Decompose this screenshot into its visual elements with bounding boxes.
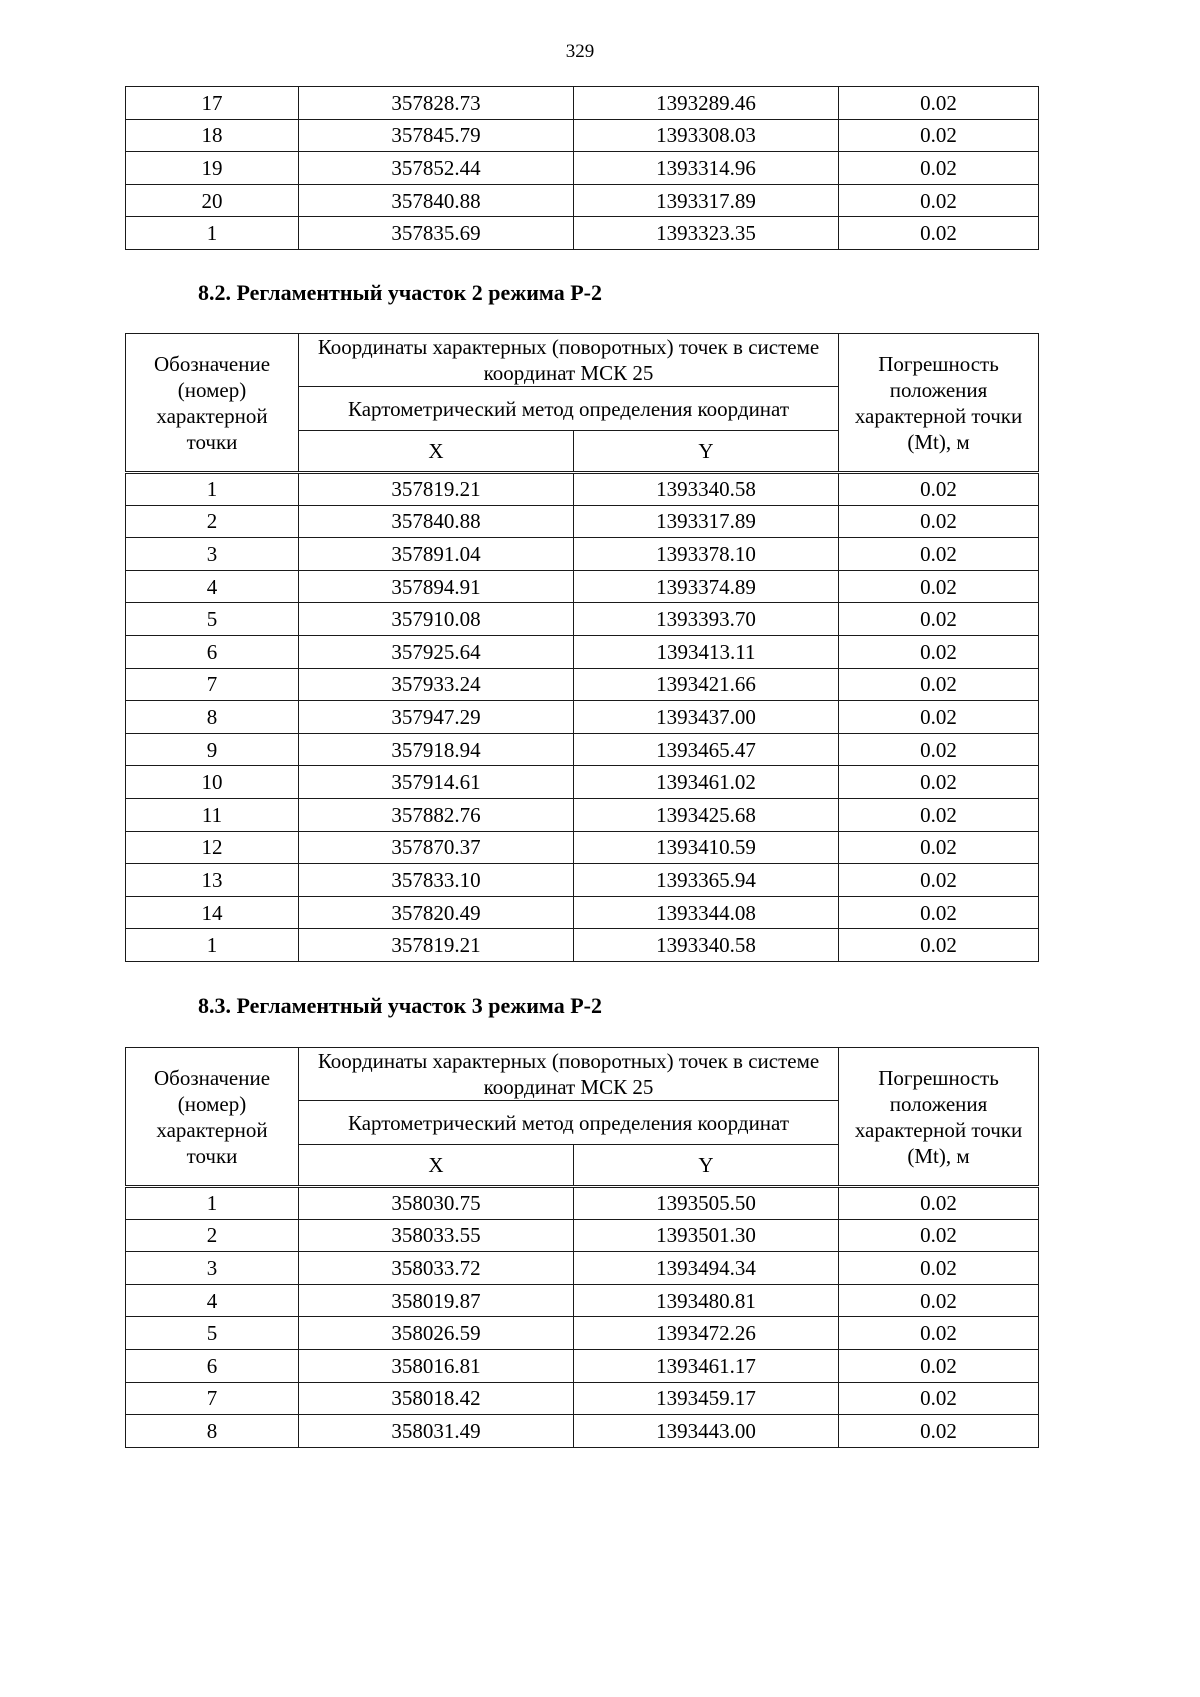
x-coordinate-cell: 357833.10 xyxy=(299,864,574,897)
point-number-cell: 6 xyxy=(126,635,299,668)
x-coordinate-cell: 357820.49 xyxy=(299,896,574,929)
error-cell: 0.02 xyxy=(839,1382,1039,1415)
table-row xyxy=(126,766,1039,799)
coordinates-table-8-3 xyxy=(125,1047,1039,1448)
y-header: Y xyxy=(574,1145,839,1187)
table-row xyxy=(126,184,1039,217)
x-coordinate-cell: 357870.37 xyxy=(299,831,574,864)
error-cell: 0.02 xyxy=(839,184,1039,217)
method-header: Картометрический метод определения координат xyxy=(299,387,839,431)
y-coordinate-cell: 1393472.26 xyxy=(574,1317,839,1350)
error-cell: 0.02 xyxy=(839,119,1039,152)
table-header xyxy=(126,1048,1039,1187)
error-cell: 0.02 xyxy=(839,798,1039,831)
error-cell: 0.02 xyxy=(839,635,1039,668)
point-number-cell: 19 xyxy=(126,152,299,185)
table-body xyxy=(126,87,1039,250)
error-cell: 0.02 xyxy=(839,864,1039,897)
method-header: Картометрический метод определения координат xyxy=(299,1101,839,1145)
x-coordinate-cell: 358031.49 xyxy=(299,1415,574,1448)
x-coordinate-cell: 357894.91 xyxy=(299,570,574,603)
y-coordinate-cell: 1393459.17 xyxy=(574,1382,839,1415)
table-row xyxy=(126,798,1039,831)
error-cell: 0.02 xyxy=(839,1349,1039,1382)
error-cell: 0.02 xyxy=(839,766,1039,799)
y-coordinate-cell: 1393314.96 xyxy=(574,152,839,185)
point-label-header: Обозначение (номер) характерной точки xyxy=(126,334,299,473)
point-number-cell: 1 xyxy=(126,1187,299,1220)
error-cell: 0.02 xyxy=(839,668,1039,701)
error-cell: 0.02 xyxy=(839,505,1039,538)
section-heading-8-3: 8.3. Регламентный участок 3 режима Р-2 xyxy=(198,993,602,1018)
error-cell: 0.02 xyxy=(839,538,1039,571)
x-coordinate-cell: 358033.55 xyxy=(299,1219,574,1252)
point-number-cell: 1 xyxy=(126,473,299,506)
error-cell: 0.02 xyxy=(839,1219,1039,1252)
y-coordinate-cell: 1393421.66 xyxy=(574,668,839,701)
x-header: X xyxy=(299,431,574,473)
y-coordinate-cell: 1393374.89 xyxy=(574,570,839,603)
table-row xyxy=(126,831,1039,864)
y-coordinate-cell: 1393378.10 xyxy=(574,538,839,571)
error-cell: 0.02 xyxy=(839,473,1039,506)
error-cell: 0.02 xyxy=(839,87,1039,120)
x-coordinate-cell: 357914.61 xyxy=(299,766,574,799)
point-number-cell: 8 xyxy=(126,701,299,734)
table-row xyxy=(126,1317,1039,1350)
x-coordinate-cell: 357891.04 xyxy=(299,538,574,571)
x-coordinate-cell: 357947.29 xyxy=(299,701,574,734)
table-row xyxy=(126,87,1039,120)
x-coordinate-cell: 357925.64 xyxy=(299,635,574,668)
error-label-header: Погрешность положения характерной точки (Mt), м xyxy=(839,1048,1039,1187)
point-number-cell: 2 xyxy=(126,1219,299,1252)
y-coordinate-cell: 1393465.47 xyxy=(574,733,839,766)
y-coordinate-cell: 1393340.58 xyxy=(574,929,839,962)
y-coordinate-cell: 1393323.35 xyxy=(574,217,839,250)
page-number: 329 xyxy=(565,41,595,62)
point-number-cell: 9 xyxy=(126,733,299,766)
point-number-cell: 6 xyxy=(126,1349,299,1382)
table-row xyxy=(126,505,1039,538)
table-row xyxy=(126,929,1039,962)
x-coordinate-cell: 358016.81 xyxy=(299,1349,574,1382)
y-coordinate-cell: 1393501.30 xyxy=(574,1219,839,1252)
x-coordinate-cell: 357819.21 xyxy=(299,473,574,506)
y-coordinate-cell: 1393461.17 xyxy=(574,1349,839,1382)
error-cell: 0.02 xyxy=(839,570,1039,603)
coordinates-table-continued xyxy=(125,86,1039,250)
point-number-cell: 17 xyxy=(126,87,299,120)
table-row xyxy=(126,1382,1039,1415)
error-cell: 0.02 xyxy=(839,152,1039,185)
table-row xyxy=(126,570,1039,603)
y-coordinate-cell: 1393410.59 xyxy=(574,831,839,864)
y-coordinate-cell: 1393308.03 xyxy=(574,119,839,152)
x-coordinate-cell: 357835.69 xyxy=(299,217,574,250)
error-cell: 0.02 xyxy=(839,733,1039,766)
x-coordinate-cell: 358019.87 xyxy=(299,1284,574,1317)
x-coordinate-cell: 357828.73 xyxy=(299,87,574,120)
point-number-cell: 11 xyxy=(126,798,299,831)
point-number-cell: 14 xyxy=(126,896,299,929)
table-header xyxy=(126,334,1039,473)
error-cell: 0.02 xyxy=(839,701,1039,734)
point-number-cell: 20 xyxy=(126,184,299,217)
point-number-cell: 3 xyxy=(126,1252,299,1285)
table-row xyxy=(126,896,1039,929)
y-coordinate-cell: 1393365.94 xyxy=(574,864,839,897)
y-coordinate-cell: 1393494.34 xyxy=(574,1252,839,1285)
point-number-cell: 2 xyxy=(126,505,299,538)
point-number-cell: 3 xyxy=(126,538,299,571)
y-coordinate-cell: 1393480.81 xyxy=(574,1284,839,1317)
error-cell: 0.02 xyxy=(839,929,1039,962)
error-cell: 0.02 xyxy=(839,1317,1039,1350)
table-row xyxy=(126,1252,1039,1285)
point-number-cell: 7 xyxy=(126,668,299,701)
x-coordinate-cell: 357845.79 xyxy=(299,119,574,152)
error-cell: 0.02 xyxy=(839,603,1039,636)
coordinates-table-8-2 xyxy=(125,333,1039,962)
x-coordinate-cell: 358026.59 xyxy=(299,1317,574,1350)
x-coordinate-cell: 357840.88 xyxy=(299,505,574,538)
table-row xyxy=(126,217,1039,250)
error-cell: 0.02 xyxy=(839,1415,1039,1448)
table-row xyxy=(126,635,1039,668)
x-coordinate-cell: 357819.21 xyxy=(299,929,574,962)
table-row xyxy=(126,864,1039,897)
table-row xyxy=(126,1349,1039,1382)
point-number-cell: 7 xyxy=(126,1382,299,1415)
table-body xyxy=(126,1187,1039,1448)
table-row xyxy=(126,119,1039,152)
x-coordinate-cell: 357918.94 xyxy=(299,733,574,766)
table-row xyxy=(126,473,1039,506)
y-coordinate-cell: 1393393.70 xyxy=(574,603,839,636)
table-row xyxy=(126,1284,1039,1317)
x-coordinate-cell: 358033.72 xyxy=(299,1252,574,1285)
point-number-cell: 1 xyxy=(126,217,299,250)
y-coordinate-cell: 1393437.00 xyxy=(574,701,839,734)
point-label-header: Обозначение (номер) характерной точки xyxy=(126,1048,299,1187)
table-body xyxy=(126,473,1039,962)
coordinates-title-header: Координаты характерных (поворотных) точек в системе координат МСК 25 xyxy=(299,1048,839,1101)
x-coordinate-cell: 357933.24 xyxy=(299,668,574,701)
y-coordinate-cell: 1393340.58 xyxy=(574,473,839,506)
x-coordinate-cell: 357882.76 xyxy=(299,798,574,831)
table-row xyxy=(126,668,1039,701)
point-number-cell: 5 xyxy=(126,603,299,636)
point-number-cell: 4 xyxy=(126,1284,299,1317)
x-coordinate-cell: 357852.44 xyxy=(299,152,574,185)
coordinates-title-header: Координаты характерных (поворотных) точек в системе координат МСК 25 xyxy=(299,334,839,387)
y-coordinate-cell: 1393443.00 xyxy=(574,1415,839,1448)
point-number-cell: 18 xyxy=(126,119,299,152)
table-row xyxy=(126,701,1039,734)
x-coordinate-cell: 357840.88 xyxy=(299,184,574,217)
error-label-header: Погрешность положения характерной точки (Mt), м xyxy=(839,334,1039,473)
section-heading-8-2: 8.2. Регламентный участок 2 режима Р-2 xyxy=(198,280,602,305)
error-cell: 0.02 xyxy=(839,1187,1039,1220)
error-cell: 0.02 xyxy=(839,896,1039,929)
y-coordinate-cell: 1393317.89 xyxy=(574,184,839,217)
y-coordinate-cell: 1393289.46 xyxy=(574,87,839,120)
table-row xyxy=(126,1219,1039,1252)
x-coordinate-cell: 358018.42 xyxy=(299,1382,574,1415)
error-cell: 0.02 xyxy=(839,1252,1039,1285)
y-coordinate-cell: 1393425.68 xyxy=(574,798,839,831)
table-row xyxy=(126,1187,1039,1220)
y-coordinate-cell: 1393344.08 xyxy=(574,896,839,929)
error-cell: 0.02 xyxy=(839,217,1039,250)
table-row xyxy=(126,152,1039,185)
table-row xyxy=(126,1415,1039,1448)
table-row xyxy=(126,603,1039,636)
point-number-cell: 4 xyxy=(126,570,299,603)
x-coordinate-cell: 358030.75 xyxy=(299,1187,574,1220)
point-number-cell: 12 xyxy=(126,831,299,864)
table-row xyxy=(126,733,1039,766)
y-header: Y xyxy=(574,431,839,473)
x-header: X xyxy=(299,1145,574,1187)
y-coordinate-cell: 1393317.89 xyxy=(574,505,839,538)
y-coordinate-cell: 1393461.02 xyxy=(574,766,839,799)
x-coordinate-cell: 357910.08 xyxy=(299,603,574,636)
y-coordinate-cell: 1393413.11 xyxy=(574,635,839,668)
error-cell: 0.02 xyxy=(839,1284,1039,1317)
point-number-cell: 5 xyxy=(126,1317,299,1350)
point-number-cell: 8 xyxy=(126,1415,299,1448)
point-number-cell: 13 xyxy=(126,864,299,897)
point-number-cell: 10 xyxy=(126,766,299,799)
error-cell: 0.02 xyxy=(839,831,1039,864)
point-number-cell: 1 xyxy=(126,929,299,962)
table-row xyxy=(126,538,1039,571)
y-coordinate-cell: 1393505.50 xyxy=(574,1187,839,1220)
